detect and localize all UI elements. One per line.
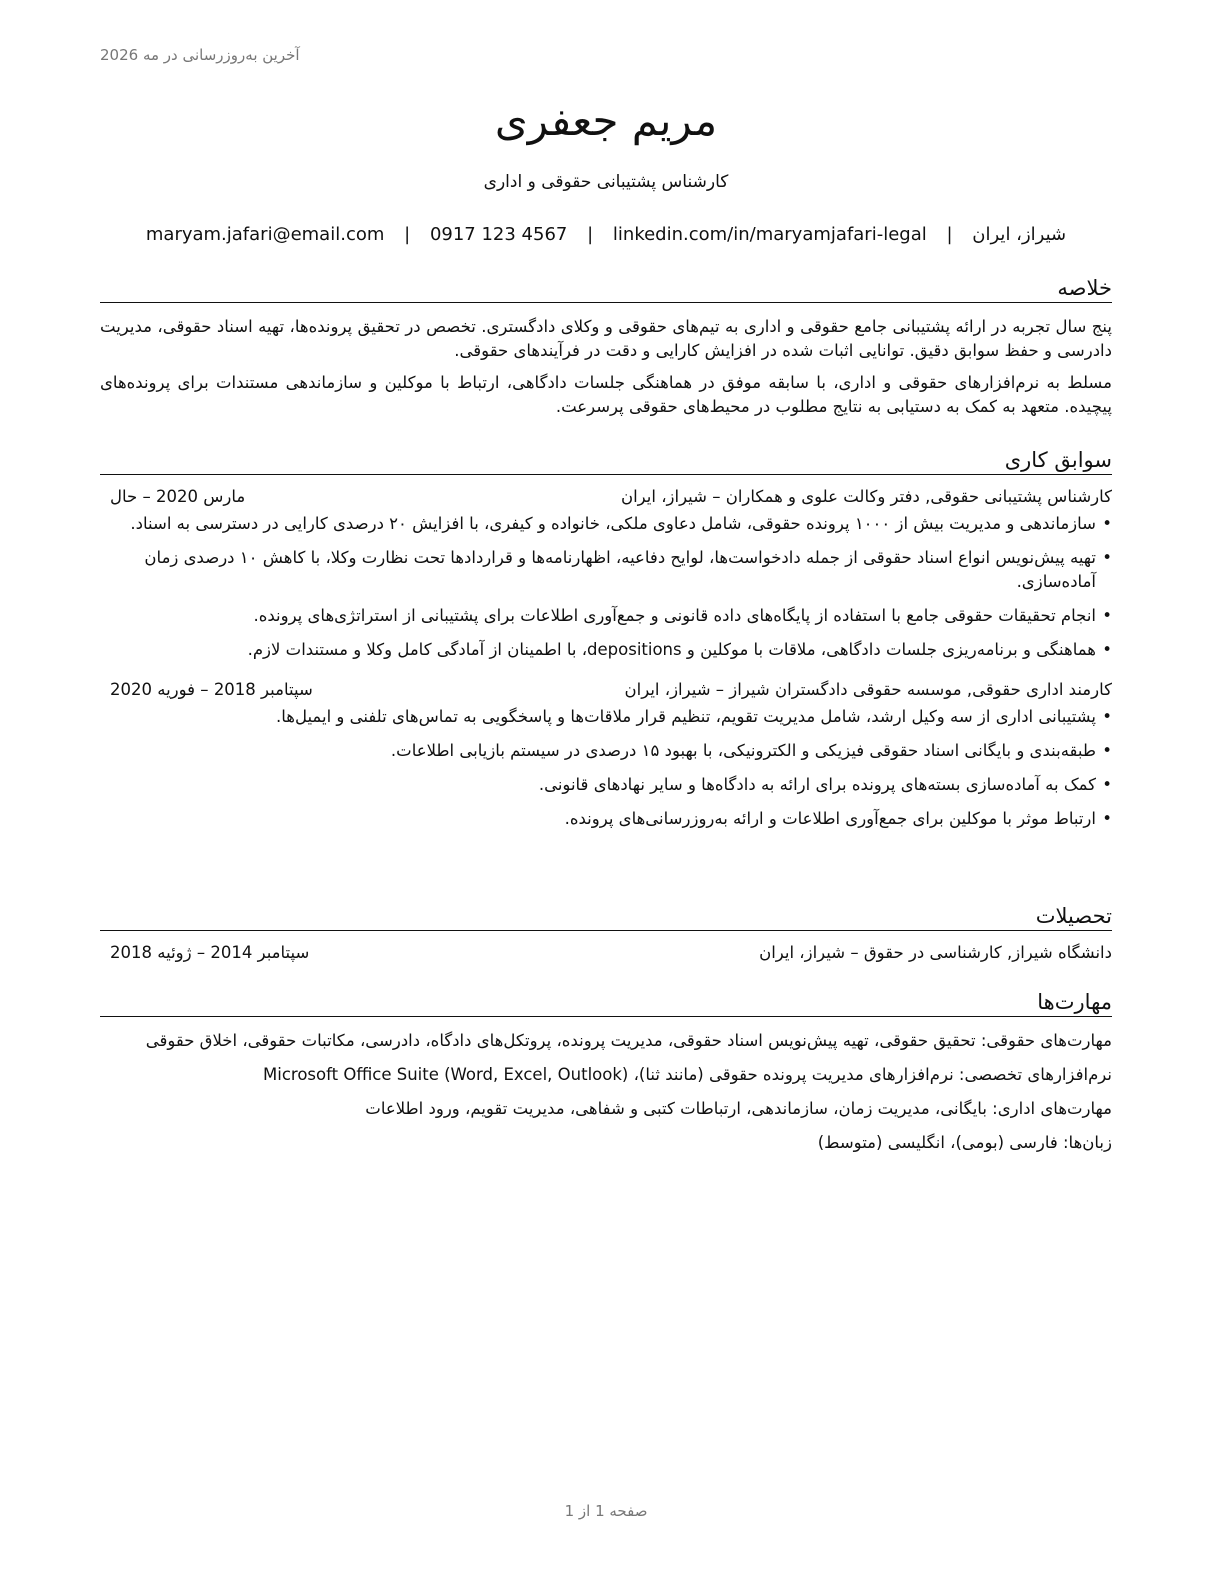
job-bullet: • هماهنگی و برنامه‌ریزی جلسات دادگاهی، ملاقات با موکلین و depositions، با اطمینان از آمادگی کامل وکلا و مستندات لازم. — [100, 638, 1112, 662]
education-entry — [100, 943, 1112, 962]
contact-separator: | — [946, 224, 953, 245]
job-dates: مارس 2020 – حال — [110, 487, 246, 506]
education-section — [100, 904, 1112, 968]
job-entry — [100, 487, 1112, 662]
skill-line: مهارت‌های حقوقی: تحقیق حقوقی، تهیه پیش‌نویس اسناد حقوقی، مدیریت پرونده، پروتکل‌های دادگاه، دادرسی، مکاتبات حقوقی، اخلاق حقوقی — [145, 1031, 1112, 1050]
summary-paragraph: مسلط به نرم‌افزارهای حقوقی و اداری، با سابقه موفق در هماهنگی جلسات دادگاهی، ارتباط با موکلین و سازماندهی مستندات برای پرونده‌های پیچیده. متعهد به کمک به دستیابی به نتایج مطلوب در محیط‌های حقوقی پرسرعت. — [100, 373, 1112, 416]
summary-heading: خلاصه — [100, 276, 1112, 303]
job-dates: سپتامبر 2018 – فوریه 2020 — [110, 680, 313, 699]
contact-phone[interactable]: 0917 123 4567 — [429, 224, 568, 245]
job-header — [100, 680, 1112, 699]
job-header — [100, 487, 1112, 506]
job-bullet: • ارتباط موثر با موکلین برای جمع‌آوری اطلاعات و ارائه به‌روزرسانی‌های پرونده. — [100, 807, 1112, 831]
contact-separator: | — [587, 224, 594, 245]
contact-linkedin[interactable]: linkedin.com/in/maryamjafari-legal — [612, 224, 927, 245]
skill-line: زبان‌ها: فارسی (بومی)، انگلیسی (متوسط) — [817, 1133, 1112, 1152]
contact-email[interactable]: maryam.jafari@email.com — [145, 224, 385, 245]
job-entry — [100, 680, 1112, 831]
last-updated-note: آخرین به‌روزرسانی در مه 2026 — [100, 46, 300, 64]
resume-page — [100, 0, 1112, 1584]
candidate-name: مریم جعفری — [494, 96, 718, 145]
contact-line — [100, 224, 1112, 245]
job-bullet: • پشتیبانی اداری از سه وکیل ارشد، شامل مدیریت تقویم، تنظیم قرار ملاقات‌ها و پاسخگویی به تماس‌های تلفنی و ایمیل‌ها. — [100, 705, 1112, 729]
job-bullets — [100, 705, 1112, 831]
job-bullets — [100, 512, 1112, 662]
job-bullet: • سازماندهی و مدیریت بیش از ۱۰۰۰ پرونده حقوقی، شامل دعاوی ملکی، خانواده و کیفری، با افزایش ۲۰ درصدی کارایی در دسترسی به اسناد. — [100, 512, 1112, 536]
job-bullet: • انجام تحقیقات حقوقی جامع با استفاده از پایگاه‌های داده قانونی و جمع‌آوری اطلاعات برای پشتیبانی از استراتژی‌های پرونده. — [100, 604, 1112, 628]
contact-location: شیراز، ایران — [972, 224, 1067, 245]
education-heading: تحصیلات — [100, 904, 1112, 931]
contact-separator: | — [404, 224, 411, 245]
page-number: صفحه 1 از 1 — [564, 1502, 648, 1520]
job-bullet: • تهیه پیش‌نویس انواع اسناد حقوقی از جمله دادخواست‌ها، لوایح دفاعیه، اظهارنامه‌ها و قراردادها تحت نظارت وکلا، با کاهش ۱۰ درصدی زمان آماده‌سازی. — [100, 546, 1112, 594]
education-degree: دانشگاه شیراز, کارشناسی در حقوق – شیراز، ایران — [759, 943, 1112, 962]
experience-section — [100, 448, 1112, 841]
skills-heading: مهارت‌ها — [100, 990, 1112, 1017]
education-dates: سپتامبر 2014 – ژوئیه 2018 — [110, 943, 310, 962]
skill-line: مهارت‌های اداری: بایگانی، مدیریت زمان، سازماندهی، ارتباطات کتبی و شفاهی، مدیریت تقویم، ورود اطلاعات — [365, 1099, 1112, 1118]
job-bullet: • کمک به آماده‌سازی بسته‌های پرونده برای ارائه به دادگاه‌ها و سایر نهادهای قانونی. — [100, 773, 1112, 797]
job-role: کارشناس پشتیبانی حقوقی, دفتر وکالت علوی و همکاران – شیراز، ایران — [620, 487, 1112, 506]
summary-section — [100, 276, 1112, 427]
skill-line: نرم‌افزارهای تخصصی: نرم‌افزارهای مدیریت پرونده حقوقی (مانند ثنا)، Microsoft Office Suite (Word, Excel, Outlook) — [263, 1065, 1112, 1084]
job-bullet: • طبقه‌بندی و بایگانی اسناد حقوقی فیزیکی و الکترونیکی، با بهبود ۱۵ درصدی در سیستم بازیابی اطلاعات. — [100, 739, 1112, 763]
summary-paragraph: پنج سال تجربه در ارائه پشتیبانی جامع حقوقی و اداری به تیم‌های حقوقی و وکلای دادگستری. تخصص در تحقیق پرونده‌ها، تهیه اسناد حقوقی، مدیریت دادرسی و حفظ سوابق دقیق. توانایی اثبات شده در افزایش کارایی و دقت در فرآیندهای حقوقی. — [100, 317, 1112, 360]
experience-heading: سوابق کاری — [100, 448, 1112, 475]
skills-section — [100, 990, 1112, 1165]
job-role: کارمند اداری حقوقی, موسسه حقوقی دادگستران شیراز – شیراز، ایران — [624, 680, 1112, 699]
candidate-title: کارشناس پشتیبانی حقوقی و اداری — [483, 172, 729, 192]
